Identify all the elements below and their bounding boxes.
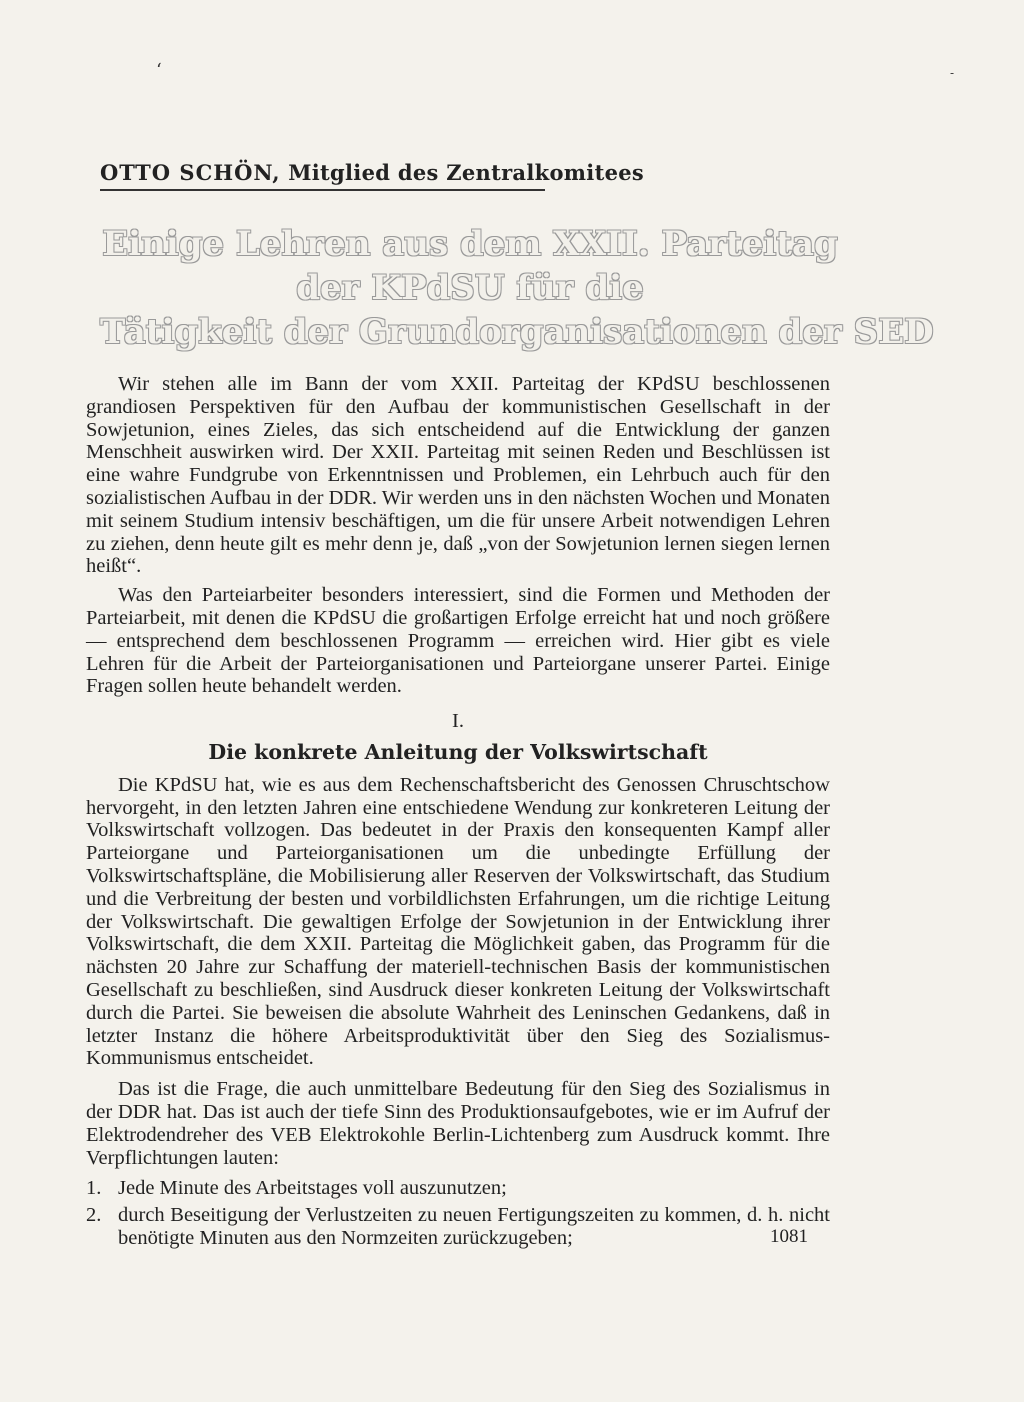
headline-line: Tätigkeit der Grundorganisationen der SED	[100, 312, 934, 352]
author-role: Mitglied des Zentralkomitees	[288, 160, 645, 185]
list-text: durch Beseitigung der Verlustzeiten zu neuen Fertigungszeiten zu kommen, d. h. nicht benötigte Minuten aus den Normzeiten zurückzugeben;	[118, 1204, 830, 1249]
list-text: Jede Minute des Arbeitstages voll auszunutzen;	[118, 1177, 507, 1200]
paragraph: Was den Parteiarbeiter besonders interessiert, sind die Formen und Methoden der Parteiarbeit, mit denen die KPdSU die großartigen Erfolge erreicht hat und noch größere — entsprechend dem beschlossenen Programm — erreichen wird. Hier gibt es viele Lehren für die Arbeit der Parteiorganisationen und Parteiorgane unserer Partei. Einige Fragen sollen heute behandelt werden.	[86, 584, 830, 698]
paragraph: Die KPdSU hat, wie es aus dem Rechenschaftsbericht des Genossen Chruschtschow hervorgeht, in den letzten Jahren eine entschiedene Wendung zur konkreteren Leitung der Volkswirtschaft vollzogen. Das bedeutet in der Praxis den konsequenten Kampf aller Parteiorgane und Parteiorganisationen um die unbedingte Erfüllung der Volkswirtschaftspläne, die Mobilisierung aller Reserven der Volkswirtschaft, das Studium und die Verbreitung der besten und vorbildlichsten Erfahrungen, um die richtige Leitung der Volkswirtschaft. Die gewaltigen Erfolge der Sowjetunion in der Entwicklung ihrer Volkswirtschaft, die dem XXII. Parteitag die Möglichkeit gaben, das Programm für die nächsten 20 Jahre zur Schaffung der materiell-technischen Basis der kommunistischen Gesellschaft zu beschließen, sind Ausdruck dieser konkreten Leitung der Volkswirtschaft durch die Partei. Sie beweisen die absolute Wahrheit des Leninschen Gedankens, daß in letzter Instanz die höhere Arbeitsproduktivität über den Sieg des Sozialismus-Kommunismus entscheidet.	[86, 773, 830, 1070]
list-number: 1.	[86, 1177, 102, 1200]
paragraph: Das ist die Frage, die auch unmittelbare Bedeutung für den Sieg des Sozialismus in der DDR hat. Das ist auch der tiefe Sinn des Produktionsaufgebotes, wie er im Aufruf der Elektrodendreher des VEB Elektrokohle Berlin-Lichtenberg zum Ausdruck kommt. Ihre Verpflichtungen lauten:	[86, 1078, 830, 1169]
scan-speck: ʻ	[156, 60, 162, 81]
list-item	[86, 1177, 830, 1200]
paragraph: Wir stehen alle im Bann der vom XXII. Parteitag der KPdSU beschlossenen grandiosen Perspektiven für den Aufbau der kommunistischen Gesellschaft in der Sowjetunion, eines Zieles, das sich entscheidend auf die Entwicklung der ganzen Menschheit auswirken wird. Der XXII. Parteitag mit seinen Reden und Beschlüssen ist eine wahre Fundgrube von Erkenntnissen und Problemen, ein Lehrbuch auch für den sozialistischen Aufbau in der DDR. Wir werden uns in den nächsten Wochen und Monaten mit seinem Studium intensiv beschäftigen, um die für unsere Arbeit notwendigen Lehren zu ziehen, denn heute gilt es mehr denn je, daß „von der Sowjetunion lernen siegen lernen heißt“.	[86, 373, 830, 578]
article-body	[86, 373, 830, 1252]
headline-line: der KPdSU für die	[296, 268, 644, 308]
author-line	[100, 160, 645, 191]
list-item	[86, 1204, 830, 1250]
section-title: Die konkrete Anleitung der Volkswirtschaft	[208, 739, 708, 764]
author-name: OTTO SCHÖN,	[100, 160, 281, 185]
scan-speck: -	[950, 66, 955, 80]
headline-line: Einige Lehren aus dem XXII. Parteitag	[102, 224, 838, 264]
section-number: I.	[452, 710, 464, 733]
list-number: 2.	[86, 1204, 102, 1227]
page-number: 1081	[770, 1226, 808, 1247]
article-headline	[100, 222, 934, 354]
